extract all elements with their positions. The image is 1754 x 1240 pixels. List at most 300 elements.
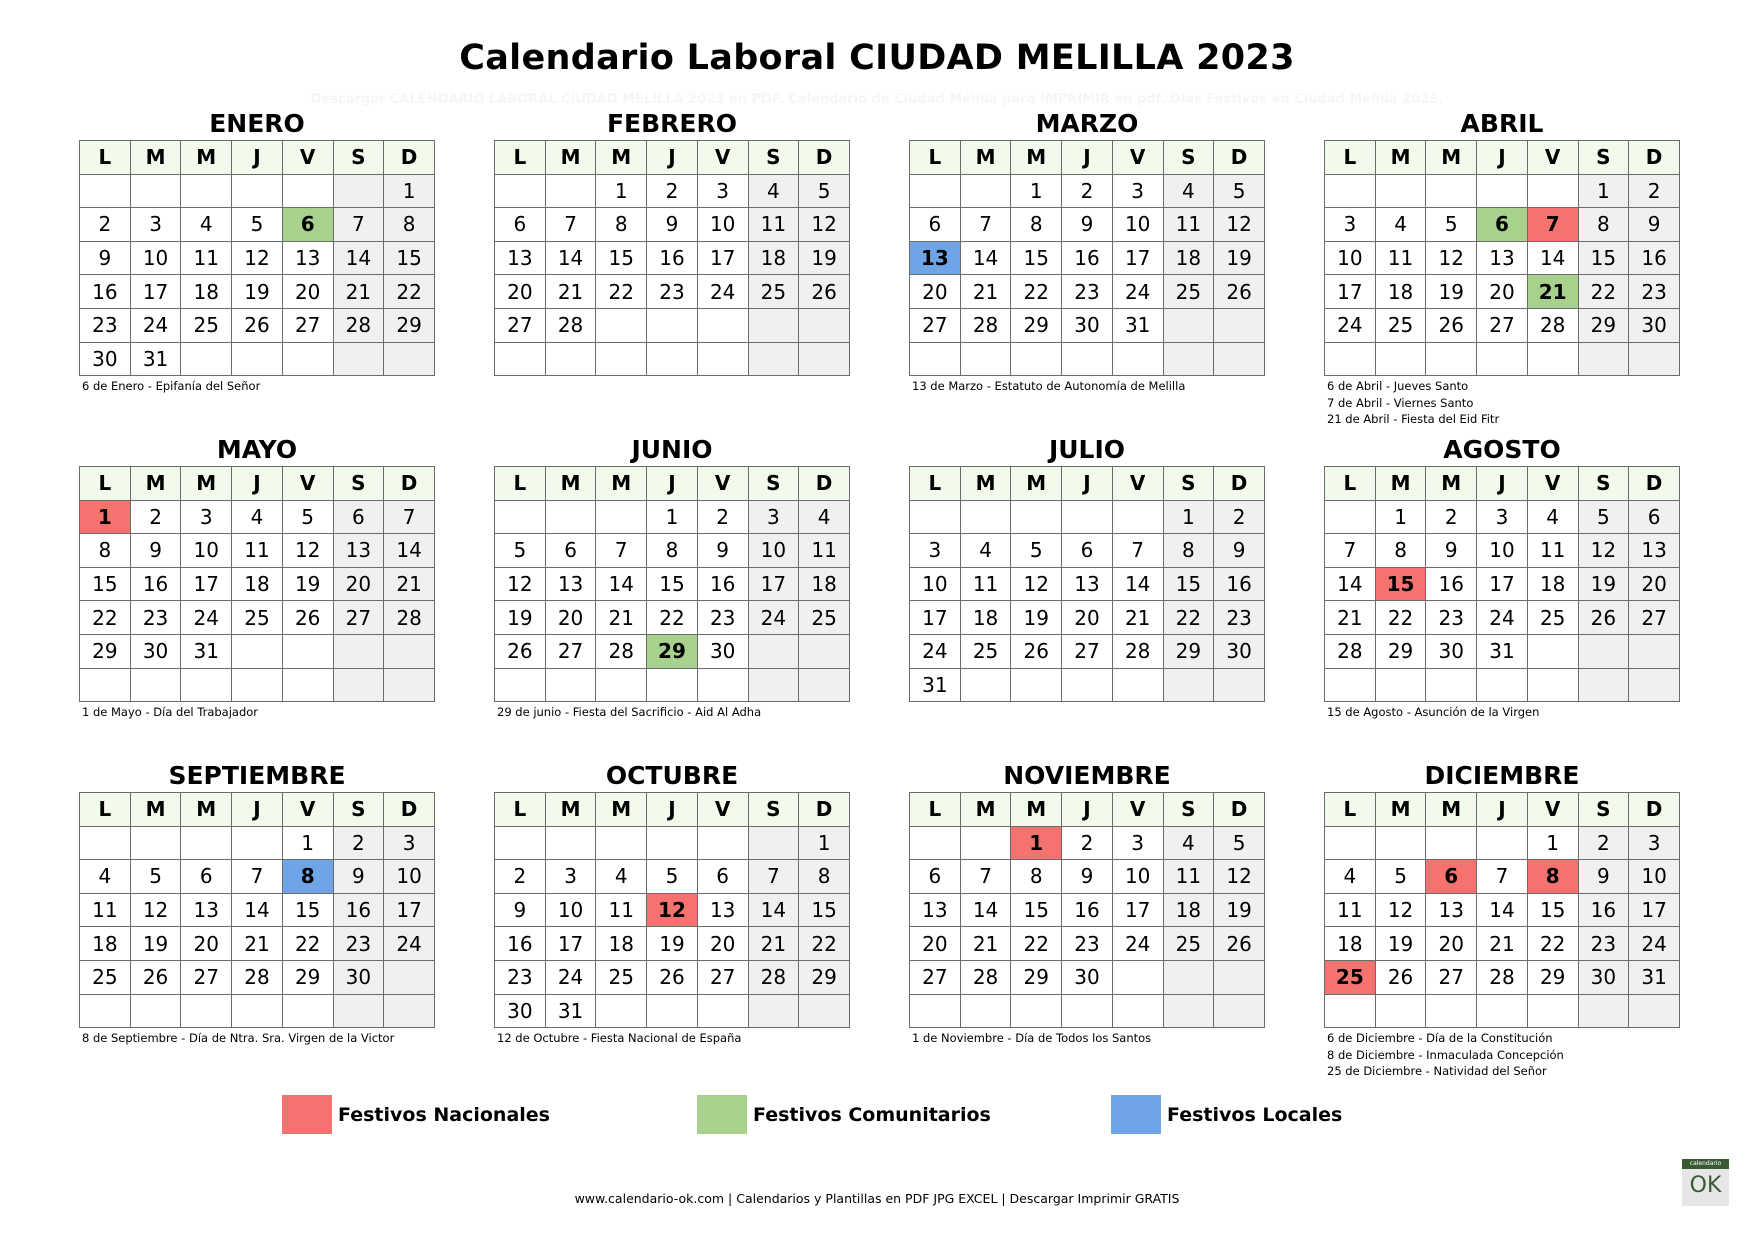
- day-cell[interactable]: 7: [384, 500, 435, 534]
- day-cell[interactable]: 21: [748, 927, 799, 961]
- day-cell[interactable]: 22: [384, 275, 435, 309]
- day-cell[interactable]: 20: [545, 601, 596, 635]
- day-cell[interactable]: 30: [1062, 960, 1113, 994]
- day-cell[interactable]: 19: [1011, 601, 1062, 635]
- day-cell[interactable]: 2: [1578, 826, 1629, 860]
- day-cell[interactable]: 28: [1325, 634, 1376, 668]
- day-cell[interactable]: 29: [1163, 634, 1214, 668]
- day-cell[interactable]: 24: [130, 308, 181, 342]
- day-cell[interactable]: 6: [910, 208, 961, 242]
- day-cell[interactable]: 5: [130, 860, 181, 894]
- day-cell[interactable]: 17: [748, 567, 799, 601]
- day-cell[interactable]: 6: [545, 534, 596, 568]
- day-cell[interactable]: 15: [647, 567, 698, 601]
- holiday-nacional-cell[interactable]: 15: [1375, 567, 1426, 601]
- holiday-local-cell[interactable]: 13: [910, 241, 961, 275]
- day-cell[interactable]: 28: [1527, 308, 1578, 342]
- day-cell[interactable]: 24: [384, 927, 435, 961]
- day-cell[interactable]: 3: [130, 208, 181, 242]
- holiday-nacional-cell[interactable]: 7: [1527, 208, 1578, 242]
- day-cell[interactable]: 31: [1477, 634, 1528, 668]
- day-cell[interactable]: 21: [960, 275, 1011, 309]
- day-cell[interactable]: 5: [232, 208, 283, 242]
- day-cell[interactable]: 28: [960, 308, 1011, 342]
- day-cell[interactable]: 29: [384, 308, 435, 342]
- day-cell[interactable]: 8: [1011, 860, 1062, 894]
- day-cell[interactable]: 8: [384, 208, 435, 242]
- day-cell[interactable]: 19: [232, 275, 283, 309]
- day-cell[interactable]: 7: [1325, 534, 1376, 568]
- day-cell[interactable]: 20: [910, 275, 961, 309]
- day-cell[interactable]: 3: [1629, 826, 1680, 860]
- day-cell[interactable]: 29: [80, 634, 131, 668]
- day-cell[interactable]: 27: [333, 601, 384, 635]
- day-cell[interactable]: 26: [232, 308, 283, 342]
- day-cell[interactable]: 18: [748, 241, 799, 275]
- day-cell[interactable]: 19: [1214, 241, 1265, 275]
- day-cell[interactable]: 26: [647, 960, 698, 994]
- day-cell[interactable]: 23: [80, 308, 131, 342]
- day-cell[interactable]: 16: [333, 893, 384, 927]
- day-cell[interactable]: 31: [1112, 308, 1163, 342]
- day-cell[interactable]: 9: [1629, 208, 1680, 242]
- day-cell[interactable]: 25: [1163, 927, 1214, 961]
- day-cell[interactable]: 9: [697, 534, 748, 568]
- day-cell[interactable]: 14: [232, 893, 283, 927]
- day-cell[interactable]: 7: [1477, 860, 1528, 894]
- day-cell[interactable]: 22: [1163, 601, 1214, 635]
- day-cell[interactable]: 25: [596, 960, 647, 994]
- day-cell[interactable]: 14: [1325, 567, 1376, 601]
- day-cell[interactable]: 2: [1062, 826, 1113, 860]
- day-cell[interactable]: 11: [799, 534, 850, 568]
- day-cell[interactable]: 24: [697, 275, 748, 309]
- day-cell[interactable]: 15: [80, 567, 131, 601]
- day-cell[interactable]: 20: [1062, 601, 1113, 635]
- day-cell[interactable]: 17: [1112, 893, 1163, 927]
- day-cell[interactable]: 28: [232, 960, 283, 994]
- day-cell[interactable]: 23: [1062, 927, 1113, 961]
- day-cell[interactable]: 9: [130, 534, 181, 568]
- day-cell[interactable]: 31: [545, 994, 596, 1028]
- day-cell[interactable]: 11: [748, 208, 799, 242]
- day-cell[interactable]: 14: [1112, 567, 1163, 601]
- day-cell[interactable]: 25: [181, 308, 232, 342]
- day-cell[interactable]: 22: [282, 927, 333, 961]
- day-cell[interactable]: 24: [910, 634, 961, 668]
- day-cell[interactable]: 26: [799, 275, 850, 309]
- day-cell[interactable]: 27: [1477, 308, 1528, 342]
- day-cell[interactable]: 16: [130, 567, 181, 601]
- day-cell[interactable]: 2: [333, 826, 384, 860]
- day-cell[interactable]: 10: [1112, 208, 1163, 242]
- day-cell[interactable]: 2: [130, 500, 181, 534]
- day-cell[interactable]: 10: [1112, 860, 1163, 894]
- day-cell[interactable]: 26: [1426, 308, 1477, 342]
- day-cell[interactable]: 19: [647, 927, 698, 961]
- day-cell[interactable]: 23: [333, 927, 384, 961]
- day-cell[interactable]: 9: [1214, 534, 1265, 568]
- day-cell[interactable]: 28: [384, 601, 435, 635]
- day-cell[interactable]: 23: [1578, 927, 1629, 961]
- day-cell[interactable]: 13: [910, 893, 961, 927]
- day-cell[interactable]: 27: [1062, 634, 1113, 668]
- day-cell[interactable]: 12: [1375, 893, 1426, 927]
- day-cell[interactable]: 7: [333, 208, 384, 242]
- day-cell[interactable]: 3: [910, 534, 961, 568]
- day-cell[interactable]: 4: [748, 174, 799, 208]
- day-cell[interactable]: 14: [545, 241, 596, 275]
- day-cell[interactable]: 14: [748, 893, 799, 927]
- day-cell[interactable]: 30: [1578, 960, 1629, 994]
- day-cell[interactable]: 15: [1163, 567, 1214, 601]
- day-cell[interactable]: 2: [80, 208, 131, 242]
- day-cell[interactable]: 11: [181, 241, 232, 275]
- day-cell[interactable]: 24: [1629, 927, 1680, 961]
- day-cell[interactable]: 22: [1578, 275, 1629, 309]
- day-cell[interactable]: 22: [596, 275, 647, 309]
- day-cell[interactable]: 31: [181, 634, 232, 668]
- holiday-nacional-cell[interactable]: 8: [1527, 860, 1578, 894]
- day-cell[interactable]: 1: [799, 826, 850, 860]
- day-cell[interactable]: 9: [1062, 208, 1113, 242]
- day-cell[interactable]: 1: [1375, 500, 1426, 534]
- day-cell[interactable]: 10: [910, 567, 961, 601]
- day-cell[interactable]: 19: [1426, 275, 1477, 309]
- day-cell[interactable]: 25: [80, 960, 131, 994]
- day-cell[interactable]: 14: [960, 893, 1011, 927]
- day-cell[interactable]: 18: [181, 275, 232, 309]
- day-cell[interactable]: 21: [960, 927, 1011, 961]
- day-cell[interactable]: 17: [181, 567, 232, 601]
- day-cell[interactable]: 2: [1062, 174, 1113, 208]
- day-cell[interactable]: 8: [1375, 534, 1426, 568]
- day-cell[interactable]: 16: [697, 567, 748, 601]
- day-cell[interactable]: 13: [495, 241, 546, 275]
- day-cell[interactable]: 19: [130, 927, 181, 961]
- day-cell[interactable]: 2: [1629, 174, 1680, 208]
- day-cell[interactable]: 11: [232, 534, 283, 568]
- holiday-comunitario-cell[interactable]: 29: [647, 634, 698, 668]
- day-cell[interactable]: 18: [1527, 567, 1578, 601]
- day-cell[interactable]: 9: [647, 208, 698, 242]
- day-cell[interactable]: 3: [1112, 174, 1163, 208]
- day-cell[interactable]: 20: [1426, 927, 1477, 961]
- holiday-nacional-cell[interactable]: 25: [1325, 960, 1376, 994]
- day-cell[interactable]: 21: [384, 567, 435, 601]
- day-cell[interactable]: 4: [596, 860, 647, 894]
- day-cell[interactable]: 18: [799, 567, 850, 601]
- day-cell[interactable]: 5: [647, 860, 698, 894]
- day-cell[interactable]: 26: [495, 634, 546, 668]
- day-cell[interactable]: 28: [748, 960, 799, 994]
- day-cell[interactable]: 22: [1011, 275, 1062, 309]
- day-cell[interactable]: 19: [1375, 927, 1426, 961]
- day-cell[interactable]: 23: [697, 601, 748, 635]
- day-cell[interactable]: 8: [647, 534, 698, 568]
- day-cell[interactable]: 30: [1629, 308, 1680, 342]
- day-cell[interactable]: 23: [130, 601, 181, 635]
- day-cell[interactable]: 23: [1629, 275, 1680, 309]
- day-cell[interactable]: 21: [545, 275, 596, 309]
- day-cell[interactable]: 26: [1214, 275, 1265, 309]
- day-cell[interactable]: 31: [910, 668, 961, 702]
- day-cell[interactable]: 18: [1163, 241, 1214, 275]
- day-cell[interactable]: 26: [1375, 960, 1426, 994]
- day-cell[interactable]: 5: [282, 500, 333, 534]
- day-cell[interactable]: 29: [1011, 308, 1062, 342]
- day-cell[interactable]: 5: [1578, 500, 1629, 534]
- day-cell[interactable]: 13: [282, 241, 333, 275]
- day-cell[interactable]: 23: [647, 275, 698, 309]
- holiday-comunitario-cell[interactable]: 21: [1527, 275, 1578, 309]
- day-cell[interactable]: 17: [1325, 275, 1376, 309]
- day-cell[interactable]: 23: [495, 960, 546, 994]
- holiday-nacional-cell[interactable]: 1: [1011, 826, 1062, 860]
- day-cell[interactable]: 11: [1375, 241, 1426, 275]
- day-cell[interactable]: 25: [960, 634, 1011, 668]
- day-cell[interactable]: 30: [80, 342, 131, 376]
- day-cell[interactable]: 23: [1062, 275, 1113, 309]
- calendario-ok-logo[interactable]: [1682, 1159, 1729, 1206]
- day-cell[interactable]: 1: [647, 500, 698, 534]
- day-cell[interactable]: 11: [80, 893, 131, 927]
- day-cell[interactable]: 18: [232, 567, 283, 601]
- day-cell[interactable]: 11: [960, 567, 1011, 601]
- day-cell[interactable]: 3: [1112, 826, 1163, 860]
- day-cell[interactable]: 29: [1527, 960, 1578, 994]
- day-cell[interactable]: 6: [1062, 534, 1113, 568]
- day-cell[interactable]: 14: [333, 241, 384, 275]
- day-cell[interactable]: 8: [80, 534, 131, 568]
- day-cell[interactable]: 30: [495, 994, 546, 1028]
- day-cell[interactable]: 15: [1578, 241, 1629, 275]
- day-cell[interactable]: 23: [1426, 601, 1477, 635]
- day-cell[interactable]: 12: [1011, 567, 1062, 601]
- day-cell[interactable]: 16: [1578, 893, 1629, 927]
- day-cell[interactable]: 3: [384, 826, 435, 860]
- day-cell[interactable]: 29: [1375, 634, 1426, 668]
- day-cell[interactable]: 28: [960, 960, 1011, 994]
- day-cell[interactable]: 5: [1426, 208, 1477, 242]
- day-cell[interactable]: 6: [910, 860, 961, 894]
- day-cell[interactable]: 15: [282, 893, 333, 927]
- day-cell[interactable]: 21: [1477, 927, 1528, 961]
- day-cell[interactable]: 25: [1163, 275, 1214, 309]
- day-cell[interactable]: 23: [1214, 601, 1265, 635]
- day-cell[interactable]: 30: [1426, 634, 1477, 668]
- day-cell[interactable]: 2: [1426, 500, 1477, 534]
- day-cell[interactable]: 17: [910, 601, 961, 635]
- day-cell[interactable]: 18: [80, 927, 131, 961]
- day-cell[interactable]: 7: [748, 860, 799, 894]
- day-cell[interactable]: 11: [1325, 893, 1376, 927]
- day-cell[interactable]: 27: [1426, 960, 1477, 994]
- day-cell[interactable]: 26: [282, 601, 333, 635]
- day-cell[interactable]: 16: [80, 275, 131, 309]
- day-cell[interactable]: 12: [1214, 860, 1265, 894]
- day-cell[interactable]: 3: [181, 500, 232, 534]
- day-cell[interactable]: 29: [1011, 960, 1062, 994]
- day-cell[interactable]: 15: [384, 241, 435, 275]
- day-cell[interactable]: 8: [799, 860, 850, 894]
- day-cell[interactable]: 4: [1163, 826, 1214, 860]
- day-cell[interactable]: 22: [647, 601, 698, 635]
- day-cell[interactable]: 9: [1426, 534, 1477, 568]
- day-cell[interactable]: 8: [1163, 534, 1214, 568]
- day-cell[interactable]: 17: [384, 893, 435, 927]
- day-cell[interactable]: 26: [1011, 634, 1062, 668]
- day-cell[interactable]: 4: [1163, 174, 1214, 208]
- holiday-nacional-cell[interactable]: 12: [647, 893, 698, 927]
- day-cell[interactable]: 8: [1011, 208, 1062, 242]
- day-cell[interactable]: 4: [799, 500, 850, 534]
- day-cell[interactable]: 21: [333, 275, 384, 309]
- day-cell[interactable]: 17: [1629, 893, 1680, 927]
- day-cell[interactable]: 11: [1163, 208, 1214, 242]
- day-cell[interactable]: 16: [1062, 241, 1113, 275]
- day-cell[interactable]: 1: [384, 174, 435, 208]
- day-cell[interactable]: 16: [1629, 241, 1680, 275]
- holiday-comunitario-cell[interactable]: 6: [1477, 208, 1528, 242]
- day-cell[interactable]: 24: [545, 960, 596, 994]
- day-cell[interactable]: 20: [910, 927, 961, 961]
- day-cell[interactable]: 10: [130, 241, 181, 275]
- day-cell[interactable]: 26: [130, 960, 181, 994]
- day-cell[interactable]: 12: [1426, 241, 1477, 275]
- day-cell[interactable]: 13: [333, 534, 384, 568]
- day-cell[interactable]: 1: [1163, 500, 1214, 534]
- day-cell[interactable]: 30: [697, 634, 748, 668]
- day-cell[interactable]: 20: [1477, 275, 1528, 309]
- day-cell[interactable]: 16: [1426, 567, 1477, 601]
- day-cell[interactable]: 28: [596, 634, 647, 668]
- day-cell[interactable]: 6: [1629, 500, 1680, 534]
- day-cell[interactable]: 4: [1527, 500, 1578, 534]
- day-cell[interactable]: 3: [748, 500, 799, 534]
- day-cell[interactable]: 24: [181, 601, 232, 635]
- day-cell[interactable]: 25: [748, 275, 799, 309]
- day-cell[interactable]: 2: [1214, 500, 1265, 534]
- day-cell[interactable]: 4: [960, 534, 1011, 568]
- day-cell[interactable]: 16: [495, 927, 546, 961]
- day-cell[interactable]: 25: [1527, 601, 1578, 635]
- day-cell[interactable]: 7: [960, 860, 1011, 894]
- day-cell[interactable]: 13: [1062, 567, 1113, 601]
- day-cell[interactable]: 7: [545, 208, 596, 242]
- day-cell[interactable]: 4: [1375, 208, 1426, 242]
- day-cell[interactable]: 27: [910, 308, 961, 342]
- day-cell[interactable]: 13: [181, 893, 232, 927]
- day-cell[interactable]: 10: [748, 534, 799, 568]
- day-cell[interactable]: 12: [1578, 534, 1629, 568]
- day-cell[interactable]: 12: [495, 567, 546, 601]
- day-cell[interactable]: 5: [1011, 534, 1062, 568]
- day-cell[interactable]: 12: [282, 534, 333, 568]
- day-cell[interactable]: 19: [1578, 567, 1629, 601]
- day-cell[interactable]: 27: [697, 960, 748, 994]
- day-cell[interactable]: 1: [1011, 174, 1062, 208]
- day-cell[interactable]: 19: [495, 601, 546, 635]
- day-cell[interactable]: 12: [1214, 208, 1265, 242]
- day-cell[interactable]: 29: [799, 960, 850, 994]
- day-cell[interactable]: 5: [799, 174, 850, 208]
- day-cell[interactable]: 8: [596, 208, 647, 242]
- day-cell[interactable]: 12: [232, 241, 283, 275]
- day-cell[interactable]: 28: [1112, 634, 1163, 668]
- day-cell[interactable]: 13: [697, 893, 748, 927]
- day-cell[interactable]: 18: [1375, 275, 1426, 309]
- day-cell[interactable]: 24: [1112, 927, 1163, 961]
- day-cell[interactable]: 21: [1112, 601, 1163, 635]
- day-cell[interactable]: 14: [960, 241, 1011, 275]
- day-cell[interactable]: 10: [545, 893, 596, 927]
- day-cell[interactable]: 5: [495, 534, 546, 568]
- day-cell[interactable]: 18: [1325, 927, 1376, 961]
- day-cell[interactable]: 4: [232, 500, 283, 534]
- day-cell[interactable]: 1: [1527, 826, 1578, 860]
- day-cell[interactable]: 17: [1112, 241, 1163, 275]
- day-cell[interactable]: 13: [1477, 241, 1528, 275]
- day-cell[interactable]: 19: [1214, 893, 1265, 927]
- day-cell[interactable]: 14: [1477, 893, 1528, 927]
- day-cell[interactable]: 10: [697, 208, 748, 242]
- day-cell[interactable]: 28: [333, 308, 384, 342]
- day-cell[interactable]: 27: [910, 960, 961, 994]
- day-cell[interactable]: 11: [1527, 534, 1578, 568]
- day-cell[interactable]: 2: [697, 500, 748, 534]
- day-cell[interactable]: 5: [1214, 826, 1265, 860]
- day-cell[interactable]: 10: [1477, 534, 1528, 568]
- holiday-local-cell[interactable]: 8: [282, 860, 333, 894]
- day-cell[interactable]: 24: [748, 601, 799, 635]
- day-cell[interactable]: 15: [1011, 241, 1062, 275]
- day-cell[interactable]: 20: [282, 275, 333, 309]
- day-cell[interactable]: 18: [960, 601, 1011, 635]
- day-cell[interactable]: 29: [282, 960, 333, 994]
- day-cell[interactable]: 13: [1426, 893, 1477, 927]
- day-cell[interactable]: 30: [333, 960, 384, 994]
- day-cell[interactable]: 20: [1629, 567, 1680, 601]
- day-cell[interactable]: 9: [1578, 860, 1629, 894]
- day-cell[interactable]: 12: [130, 893, 181, 927]
- day-cell[interactable]: 3: [545, 860, 596, 894]
- day-cell[interactable]: 27: [545, 634, 596, 668]
- day-cell[interactable]: 1: [1578, 174, 1629, 208]
- day-cell[interactable]: 21: [596, 601, 647, 635]
- day-cell[interactable]: 11: [596, 893, 647, 927]
- day-cell[interactable]: 16: [647, 241, 698, 275]
- day-cell[interactable]: 16: [1062, 893, 1113, 927]
- day-cell[interactable]: 22: [1527, 927, 1578, 961]
- day-cell[interactable]: 25: [232, 601, 283, 635]
- day-cell[interactable]: 25: [799, 601, 850, 635]
- day-cell[interactable]: 18: [1163, 893, 1214, 927]
- day-cell[interactable]: 30: [130, 634, 181, 668]
- day-cell[interactable]: 19: [799, 241, 850, 275]
- day-cell[interactable]: 7: [1112, 534, 1163, 568]
- day-cell[interactable]: 25: [1375, 308, 1426, 342]
- day-cell[interactable]: 15: [596, 241, 647, 275]
- day-cell[interactable]: 20: [495, 275, 546, 309]
- day-cell[interactable]: 10: [181, 534, 232, 568]
- day-cell[interactable]: 3: [697, 174, 748, 208]
- day-cell[interactable]: 16: [1214, 567, 1265, 601]
- day-cell[interactable]: 8: [1578, 208, 1629, 242]
- day-cell[interactable]: 17: [697, 241, 748, 275]
- day-cell[interactable]: 6: [333, 500, 384, 534]
- day-cell[interactable]: 10: [1629, 860, 1680, 894]
